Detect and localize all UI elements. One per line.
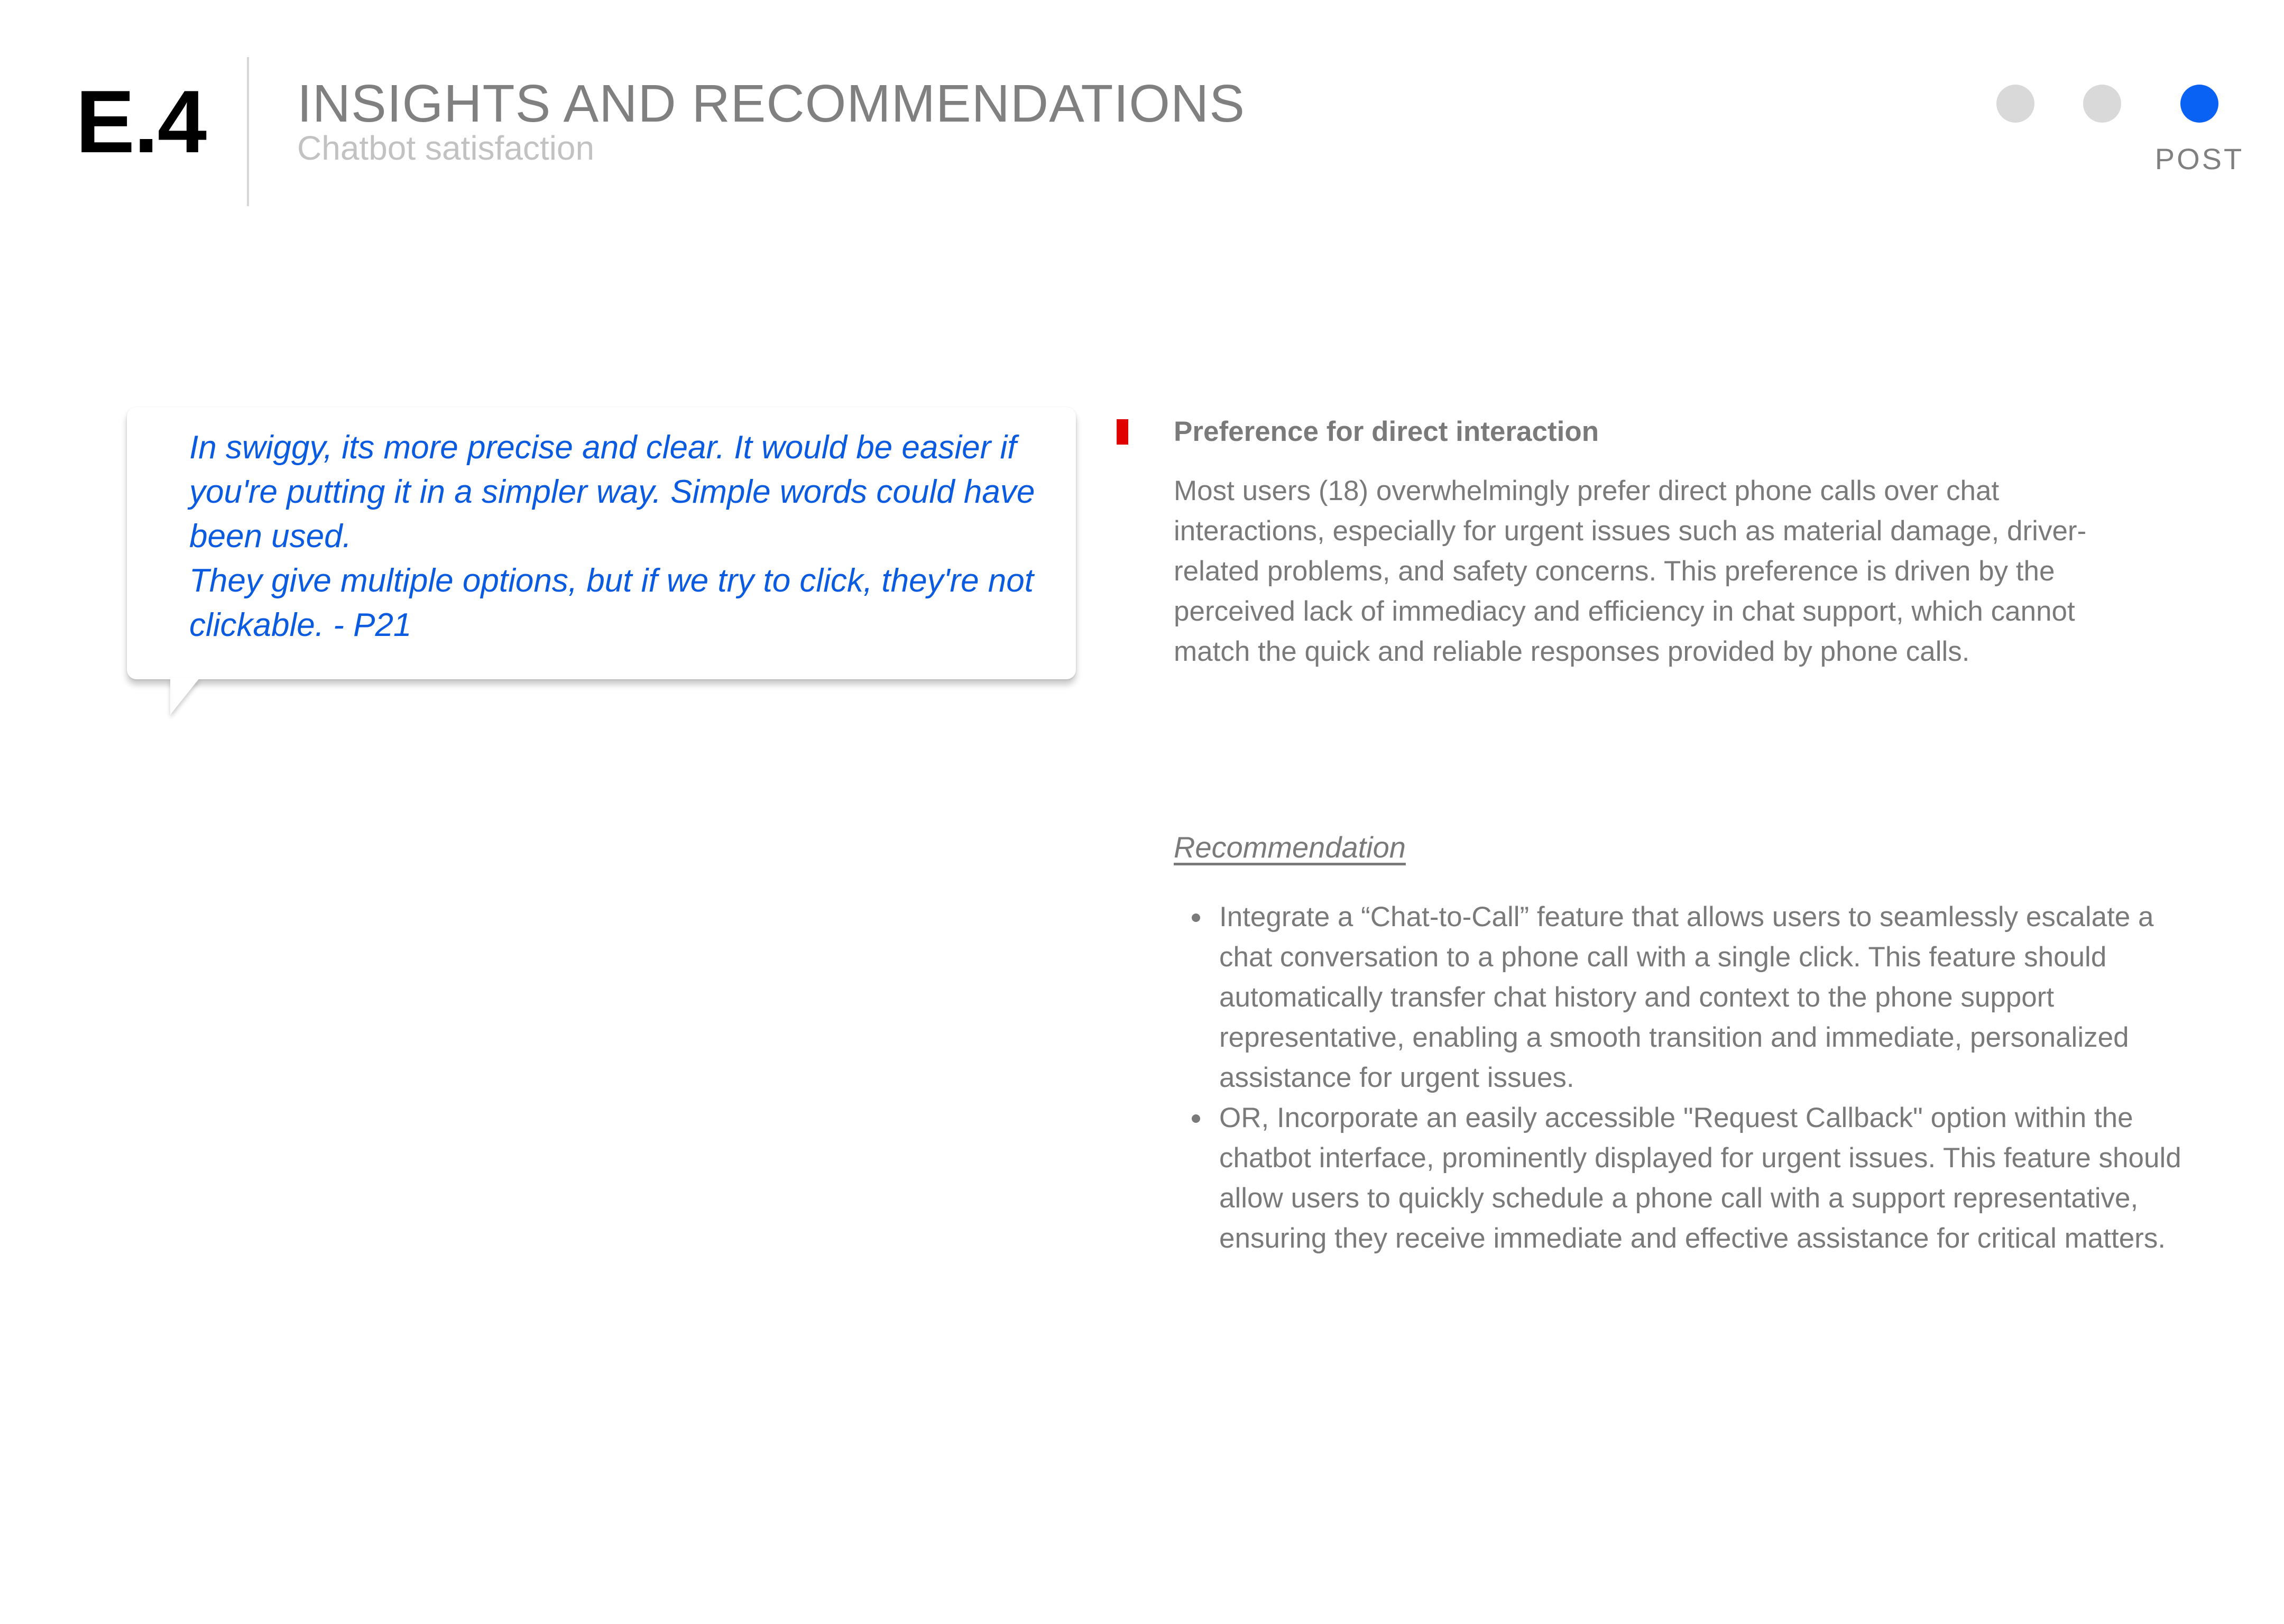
insight-title: Preference for direct interaction	[1174, 416, 1599, 447]
header-divider	[247, 57, 249, 206]
insight-accent-bar	[1117, 419, 1128, 445]
page-subtitle: Chatbot satisfaction	[297, 129, 595, 167]
recommendation-list	[1174, 897, 2203, 1259]
recommendation-item: OR, Incorporate an easily accessible "Request Callback" option within the chatbot interface, prominently displayed for urgent issues. This feature should allow users to quickly schedule a phone call with a support representative, ensuring they receive immediate and effective assistance for critical matters.	[1219, 1098, 2203, 1259]
progress-dot-1	[1996, 85, 2034, 123]
insight-body: Most users (18) overwhelmingly prefer direct phone calls over chat interactions, especially for urgent issues such as material damage, driver-related problems, and safety concerns. This preference is driven by the perceived lack of immediacy and efficiency in chat support, which cannot match the quick and reliable responses provided by phone calls.	[1174, 475, 2087, 667]
recommendation-item: Integrate a “Chat-to-Call” feature that allows users to seamlessly escalate a chat conversation to a phone call with a single click. This feature should automatically transfer chat history and context to the phone support representative, enabling a smooth transition and immediate, personalized assistance for urgent issues.	[1219, 897, 2203, 1098]
progress-dot-2	[2083, 85, 2121, 123]
recommendation-heading: Recommendation	[1174, 831, 1406, 864]
progress-label: POST	[2154, 142, 2244, 176]
participant-quote: In swiggy, its more precise and clear. It would be easier if you're putting it in a simpler way. Simple words could have been used. They give multiple options, but if we try to click, they're not clickable. - P21	[189, 429, 1035, 643]
page-title: INSIGHTS AND RECOMMENDATIONS	[297, 74, 1245, 133]
section-number: E.4	[76, 72, 206, 171]
progress-dot-3	[2180, 85, 2218, 123]
quote-bubble-tail	[170, 678, 200, 715]
